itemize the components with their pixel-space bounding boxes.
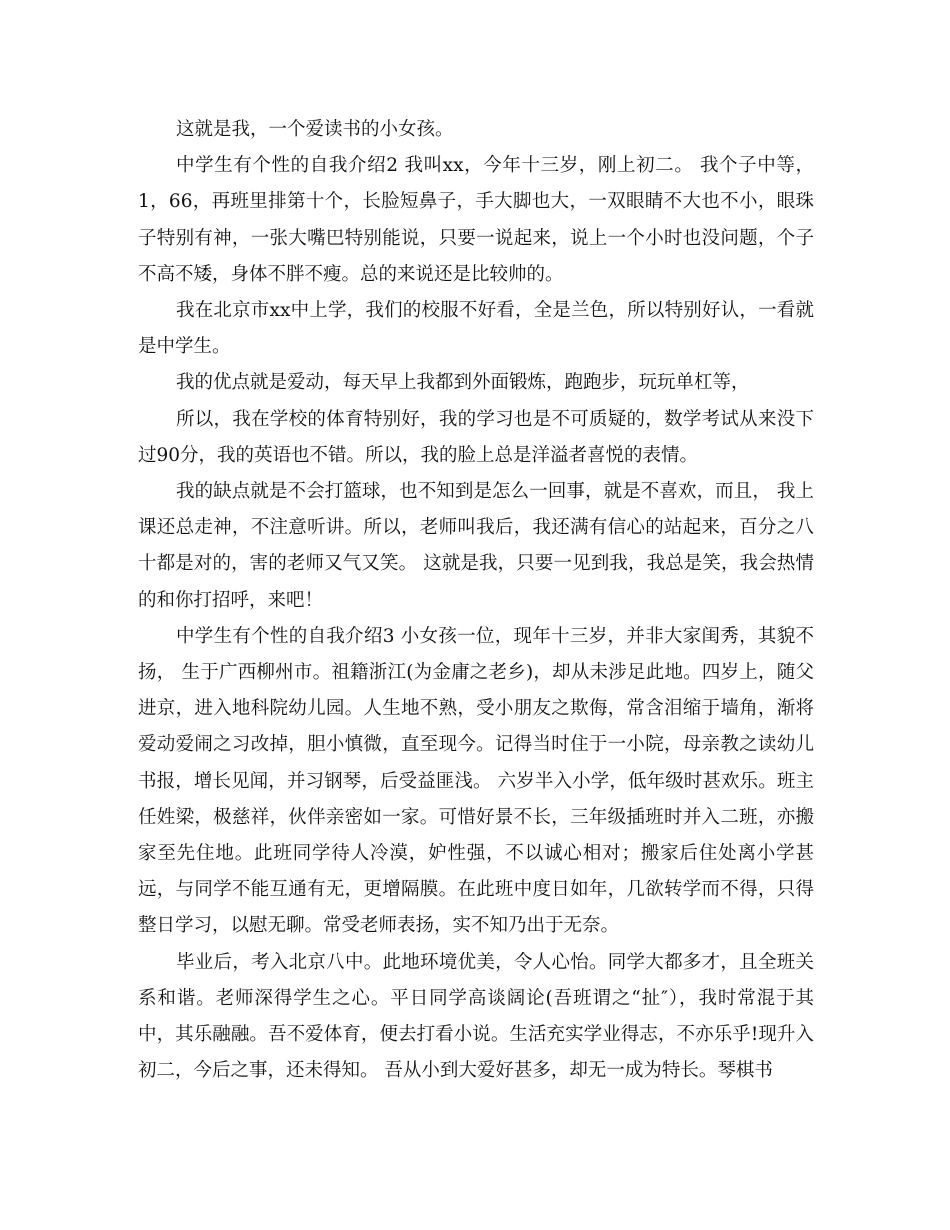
document-body	[138, 112, 814, 1089]
paragraph-6: 我的缺点就是不会打篮球，也不知到是怎么一回事，就是不喜欢，而且， 我上课还总走神，不注意听讲。所以，老师叫我后，我还满有信心的站起来，百分之八十都是对的，害的老师又气又笑。 这就是我，只要一见到我，我总是笑，我会热情的和你打招呼，来吧！	[138, 481, 814, 611]
paragraph-4: 我的优点就是爱动，每天早上我都到外面锻炼，跑跑步，玩玩单杠等，	[176, 372, 750, 394]
paragraph-3: 我在北京市xx中上学，我们的校服不好看，全是兰色，所以特别好认，一看就是中学生。	[138, 300, 814, 358]
paragraph-1: 这就是我，一个爱读书的小女孩。	[176, 119, 454, 140]
paragraph-5: 所以，我在学校的体育特别好，我的学习也是不可质疑的，数学考试从来没下过90分，我的英语也不错。所以，我的脸上总是洋溢者喜悦的表情。	[138, 408, 814, 466]
paragraph-8: 毕业后，考入北京八中。此地环境优美，令人心怡。同学大都多才，且全班关系和谐。老师深得学生之心。平日同学高谈阔论(吾班谓之“扯″），我时常混于其中，其乐融融。吾不爱体育，便去打看小说。生活充实学业得志，不亦乐乎!现升入初二，今后之事，还未得知。 吾从小到大爱好甚多，却无一成为特长。琴棋书	[138, 951, 814, 1082]
paragraph-7: 中学生有个性的自我介绍3 小女孩一位，现年十三岁，并非大家闺秀，其貌不扬， 生于广西柳州市。祖籍浙江(为金庸之老乡)，却从未涉足此地。四岁上，随父进京，进入地科院幼儿园。人生地不熟，受小朋友之欺侮，常含泪缩于墙角，渐将爱动爱闹之习改掉，胆小慎微，直至现今。记得当时住于一小院，母亲教之读幼儿书报，增长见闻，并习钢琴，后受益匪浅。 六岁半入小学，低年级时甚欢乐。班主任姓梁，极慈祥，伙伴亲密如一家。可惜好景不长，三年级插班时并入二班，亦搬家至先住地。此班同学待人冷漠，妒性强，不以诚心相对；搬家后住处离小学甚远，与同学不能互通有无，更增隔膜。在此班中度日如年，几欲转学而不得，只得整日学习，以慰无聊。常受老师表扬，实不知乃出于无奈。	[138, 625, 814, 937]
paragraph-2: 中学生有个性的自我介绍2 我叫xx，今年十三岁，刚上初二。 我个子中等，1，66，再班里排第十个，长脸短鼻子，手大脚也大，一双眼睛不大也不小，眼珠子特别有神，一张大嘴巴特别能说，只要一说起来，说上一个小时也没问题，个子不高不矮，身体不胖不瘦。总的来说还是比较帅的。	[138, 155, 814, 285]
